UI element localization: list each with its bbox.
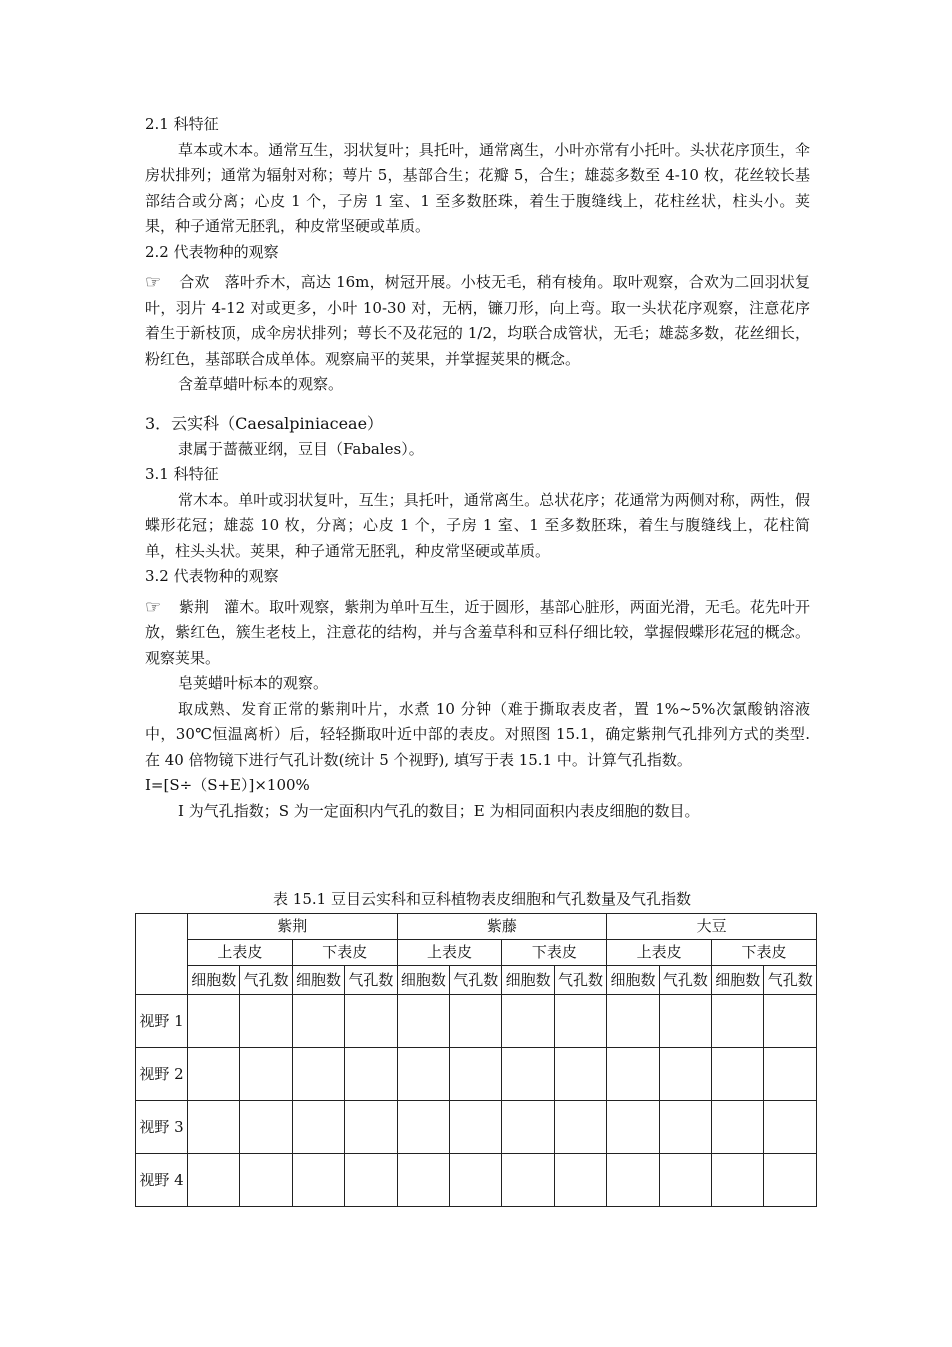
table-cell	[345, 1101, 397, 1154]
count-header: 气孔数	[450, 966, 502, 995]
family-characteristics-mimosaceae: 草本或木本。通常互生，羽状复叶；具托叶，通常离生，小叶亦常有小托叶。头状花序顶生，伞房状排列；通常为辐射对称；萼片 5，基部合生；花瓣 5，合生；雄蕊多数至 4-10 枚，花丝较长基部结合或分离；心皮 1 个，子房 1 室、1 至多数胚珠，着生于腹缝线上，花柱丝状，柱头小。荚果，种子通常无胚乳，种皮常坚硬或革质。	[145, 140, 810, 235]
table-cell	[764, 1154, 817, 1207]
table-cell	[450, 1101, 502, 1154]
table-cell	[292, 1048, 344, 1101]
table-cell	[659, 1101, 711, 1154]
table-caption: 表 15.1 豆目云实科和豆科植物表皮细胞和气孔数量及气孔指数	[273, 890, 691, 908]
species-header: 大豆	[607, 914, 817, 940]
table-cell	[659, 995, 711, 1048]
section-heading-3: 3．云实科（Caesalpiniaceae）	[145, 413, 384, 433]
epidermis-header: 上表皮	[607, 940, 712, 966]
count-header: 气孔数	[345, 966, 397, 995]
species-header: 紫荆	[188, 914, 398, 940]
table-cell	[607, 1101, 659, 1154]
observation-albizia	[145, 270, 810, 372]
pointing-hand-icon: ☞	[145, 272, 162, 293]
table-cell	[397, 1101, 449, 1154]
pointing-hand-icon: ☞	[145, 596, 162, 618]
table-cell	[397, 1154, 449, 1207]
row-label: 视野 3	[136, 1101, 188, 1154]
epidermis-header: 下表皮	[712, 940, 817, 966]
table-cell	[345, 1048, 397, 1101]
mimosa-specimen-note: 含羞草蜡叶标本的观察。	[178, 375, 344, 393]
epidermis-header: 上表皮	[188, 940, 293, 966]
table-caption-wrap	[135, 887, 817, 911]
count-header: 细胞数	[397, 966, 449, 995]
table-cell	[450, 1048, 502, 1101]
table-cell	[764, 995, 817, 1048]
table-cell	[712, 1154, 764, 1207]
table-cell	[659, 1154, 711, 1207]
table-cell	[764, 1101, 817, 1154]
count-header: 气孔数	[764, 966, 817, 995]
table-cell	[502, 995, 554, 1048]
table-cell	[554, 1154, 606, 1207]
table-cell	[292, 1154, 344, 1207]
table-cell	[502, 1048, 554, 1101]
epidermis-header: 下表皮	[502, 940, 607, 966]
table-cell	[659, 1048, 711, 1101]
table-cell	[554, 1101, 606, 1154]
table-cell	[554, 995, 606, 1048]
table-corner-cell	[136, 914, 188, 995]
count-header: 气孔数	[554, 966, 606, 995]
epidermis-header: 下表皮	[292, 940, 397, 966]
table-cell	[188, 1048, 240, 1101]
table-cell	[450, 995, 502, 1048]
table-header-count-row	[136, 966, 817, 995]
stomata-count-table	[135, 913, 817, 1207]
table-cell	[240, 1101, 292, 1154]
observation-cercis-text: 紫荆 灌木。取叶观察，紫荆为单叶互生，近于圆形，基部心脏形，两面光滑，无毛。花先叶开放，紫红色，簇生老枝上，注意花的结构，并与含羞草科和豆科仔细比较，掌握假蝶形花冠的概念。观察荚果。	[145, 597, 810, 667]
table-cell	[607, 1048, 659, 1101]
table-cell	[712, 1048, 764, 1101]
table-cell	[607, 995, 659, 1048]
count-header: 细胞数	[712, 966, 764, 995]
species-header: 紫藤	[397, 914, 607, 940]
table-cell	[554, 1048, 606, 1101]
table-row	[136, 1154, 817, 1207]
stomata-method: 取成熟、发育正常的紫荆叶片，水煮 10 分钟（难于撕取表皮者，置 1%~5%次氯酸钠溶液中，30℃恒温离析）后，轻轻撕取叶近中部的表皮。对照图 15.1，确定紫荆气孔排列方式的类型. 在 40 倍物镜下进行气孔计数(统计 5 个视野), 填写于表 15.1 中。计算气孔指数。	[145, 699, 810, 769]
table-row	[136, 1101, 817, 1154]
row-label: 视野 1	[136, 995, 188, 1048]
table-cell	[188, 1101, 240, 1154]
table-cell	[397, 995, 449, 1048]
table-cell	[397, 1048, 449, 1101]
table-cell	[502, 1154, 554, 1207]
table-cell	[502, 1101, 554, 1154]
stomatal-index-formula: I=[S÷（S+E）]×100%	[145, 776, 310, 794]
table-cell	[450, 1154, 502, 1207]
table-cell	[292, 1101, 344, 1154]
count-header: 气孔数	[240, 966, 292, 995]
table-cell	[712, 1101, 764, 1154]
count-header: 细胞数	[292, 966, 344, 995]
classification-note: 隶属于蔷薇亚纲，豆目（Fabales）。	[178, 439, 424, 458]
table-header-species-row	[136, 914, 817, 940]
document-page	[145, 112, 810, 824]
table-cell	[764, 1048, 817, 1101]
section-heading-2-1: 2.1 科特征	[145, 115, 219, 133]
count-header: 气孔数	[659, 966, 711, 995]
section-heading-2-2: 2.2 代表物种的观察	[145, 242, 279, 261]
epidermis-header: 上表皮	[397, 940, 502, 966]
table-cell	[240, 1154, 292, 1207]
gleditsia-specimen-note: 皂荚蜡叶标本的观察。	[178, 674, 329, 692]
count-header: 细胞数	[607, 966, 659, 995]
observation-cercis	[145, 595, 810, 672]
table-cell	[240, 995, 292, 1048]
table-cell	[607, 1154, 659, 1207]
observation-albizia-text: 合欢 落叶乔木，高达 16m，树冠开展。小枝无毛，稍有棱角。取叶观察，合欢为二回羽状复叶，羽片 4-12 对或更多，小叶 10-30 对，无柄，镰刀形，向上弯。取一头状花序观察，注意花序着生于新枝顶，成伞房状排列；萼长不及花冠的 1/2，均联合成管状，无毛；雄蕊多数，花丝细长，粉红色，基部联合成单体。观察扁平的荚果，并掌握荚果的概念。	[145, 273, 810, 368]
formula-legend: I 为气孔指数；S 为一定面积内气孔的数目；E 为相同面积内表皮细胞的数目。	[178, 801, 700, 820]
row-label: 视野 2	[136, 1048, 188, 1101]
table-cell	[345, 1154, 397, 1207]
table-cell	[712, 995, 764, 1048]
section-heading-3-1: 3.1 科特征	[145, 465, 219, 483]
section-heading-3-2: 3.2 代表物种的观察	[145, 567, 279, 585]
table-header-epidermis-row	[136, 940, 817, 966]
table-cell	[188, 995, 240, 1048]
table-row	[136, 1048, 817, 1101]
table-cell	[188, 1154, 240, 1207]
count-header: 细胞数	[188, 966, 240, 995]
table-cell	[345, 995, 397, 1048]
row-label: 视野 4	[136, 1154, 188, 1207]
table-row	[136, 995, 817, 1048]
family-characteristics-caesalpiniaceae: 常木本。单叶或羽状复叶，互生；具托叶，通常离生。总状花序；花通常为两侧对称，两性，假蝶形花冠；雄蕊 10 枚，分离；心皮 1 个，子房 1 室、1 至多数胚珠，着生与腹缝线上，花柱简单，柱头头状。荚果，种子通常无胚乳，种皮常坚硬或革质。	[145, 490, 810, 560]
table-cell	[240, 1048, 292, 1101]
table-cell	[292, 995, 344, 1048]
count-header: 细胞数	[502, 966, 554, 995]
